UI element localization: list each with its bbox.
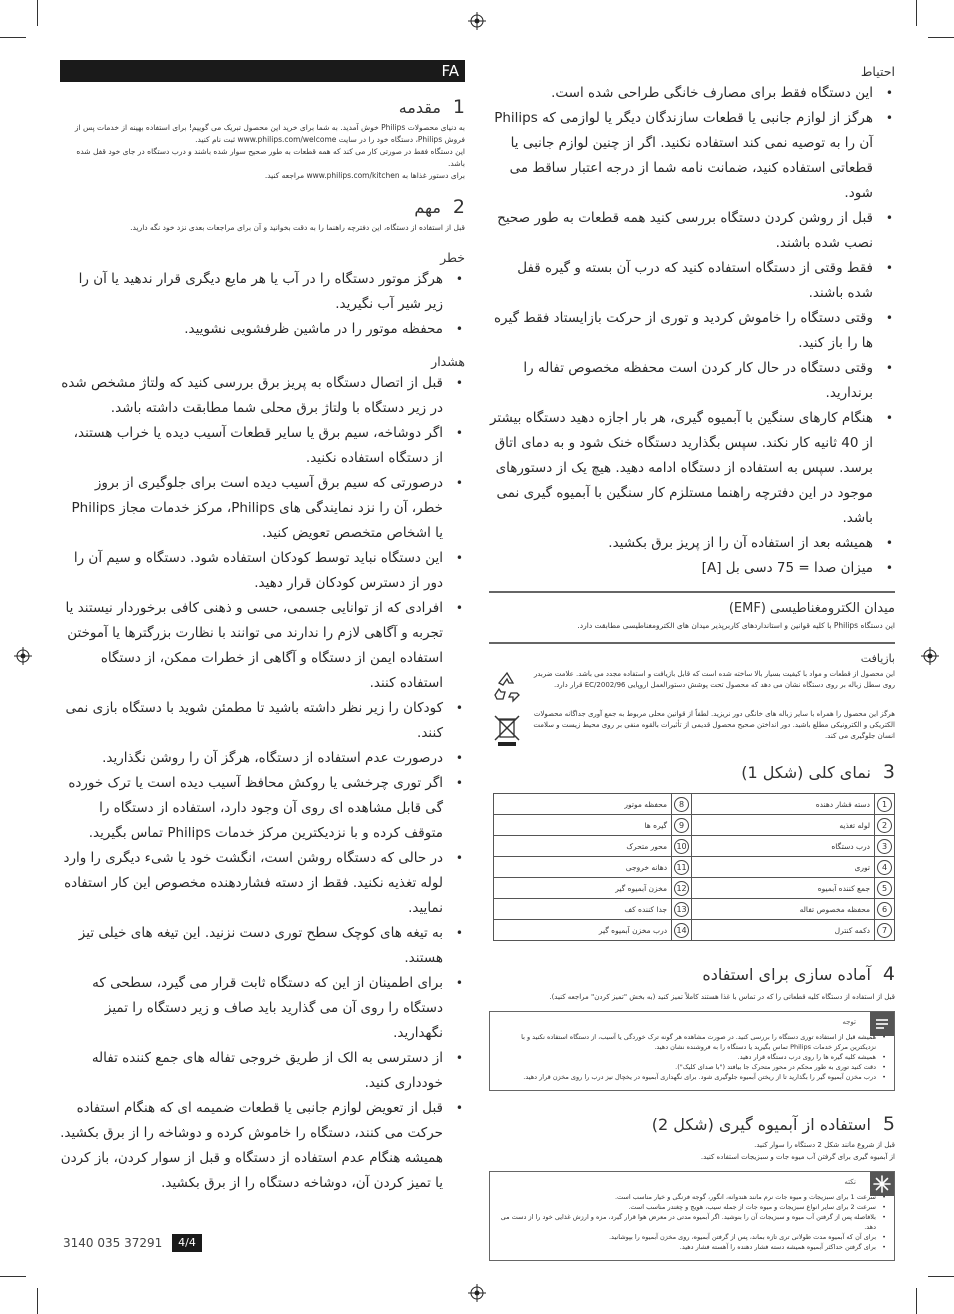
section-1-heading: [60, 96, 465, 118]
list-item: • دقت کنید توری به طور محکم در محور متحرک جا بیافتد ("با صدای کلیک").: [498, 1062, 886, 1072]
part-number: 4: [877, 860, 892, 875]
list-item: • قبل از اتصال دستگاه به پریز برق بررسی کنید که ولتاژ مشخص شده در زیر دستگاه با ولتاژ برق محلی شما مطابقت داشته باشد.: [60, 371, 465, 421]
list-item: • سرعت 1 برای سبزیجات و میوه جات نرم مانند هندوانه، انگور، گوجه فرنگی و خیار مناسب است.: [498, 1192, 886, 1202]
section-4-heading: [489, 963, 895, 985]
part-number: 9: [674, 818, 689, 833]
danger-heading: خطر: [440, 250, 465, 265]
crop-mark: [916, 0, 917, 26]
crop-mark: [0, 37, 26, 38]
part-name: درب مخزن آبمیوه گیر: [598, 925, 668, 935]
intro-text: به دنیای محصولات Philips خوش آمدید. به شما برای خرید این محصول تبریک می گوییم! برای استفاده بهینه از خدمات پس از فروش Philips، دستگاه خود را در سایت www.philips.com/welcome ثبت نام کنید.: [74, 123, 465, 144]
part-name: لوله تغذیه: [839, 820, 870, 830]
page-number: 4/4: [172, 1234, 202, 1252]
table-cell: [875, 815, 895, 836]
emf-heading: میدان الکترومغناطیسی (EMF): [728, 601, 895, 616]
note-box: [489, 1011, 895, 1091]
table-cell: [672, 836, 692, 857]
list-item: • این دستگاه فقط برای مصارف خانگی طراحی شده است.: [489, 81, 895, 106]
list-item: • درب مخزن آبمیوه گیر را بگذارید تا از ریختن آبمیوه جلوگیری شود. برای نگهداری آبمیوه در یخچال نیز درب را روی مخزن قرار دهید.: [498, 1072, 886, 1082]
important-text: قبل از استفاده از دستگاه، این دفترچه راهنما را به دقت بخوانید و آن برای مراجعات بعدی نزد خود نگه دارید.: [130, 223, 465, 232]
part-number: 12: [674, 881, 689, 896]
warning-list: [60, 371, 465, 1196]
recycling-row: [489, 709, 895, 749]
table-cell: [494, 878, 672, 899]
list-item: • افرادی که از توانایی جسمی، حسی و ذهنی کافی برخوردار نیستند یا تجربه و آگاهی لازم را ندارند می توانند با نظارت بزرگترها یا آموختن استفاده ایمن از دستگاه و آگاهی از خطرات ممکن، از دستگاه استفاده کنند.: [60, 596, 465, 696]
crop-mark: [0, 1276, 26, 1277]
registration-mark-icon: [468, 1284, 486, 1302]
crop-mark: [928, 37, 954, 38]
table-cell: [672, 815, 692, 836]
part-number: 8: [674, 797, 689, 812]
list-item: • اگر دوشاخه، سیم برق یا سایر قطعات آسیب دیده یا خراب هستند، از دستگاه استفاده نکنید.: [60, 421, 465, 471]
list-item: • محفظه موتور را در ماشین ظرفشویی نشویید.: [60, 317, 465, 342]
part-name: محفظه مخصوص تفاله: [799, 904, 870, 914]
part-number: 11: [674, 860, 689, 875]
part-name: توری: [854, 862, 870, 872]
table-cell: [494, 794, 672, 815]
table-row: [494, 857, 895, 878]
table-row: [494, 815, 895, 836]
section-title: نمای کلی (شکل 1): [741, 763, 871, 782]
list-item: • همیشه قبل از استفاده توری دستگاه را بررسی کنید. در صورت مشاهده هر گونه ترک خوردگی یا آسیب، از دستگاه استفاده نکنید و با نزدیکترین مرکز خدمات Philips تماس بگیرید یا دستگاه را به فروشنده نشان دهید.: [498, 1032, 886, 1052]
list-item: • درصورتی که سیم برق آسیب دیده است برای جلوگیری از بروز خطر، آن را نزد نمایندگی های Philips، مرکز خدمات مجاز Philips یا اشخاص متخصص تعویض کنید.: [60, 471, 465, 546]
section-number: 1: [452, 96, 465, 118]
list-item: • کودکان را زیر نظر داشته باشید تا مطمئن شوید با دستگاه بازی نمی کنند.: [60, 696, 465, 746]
list-item: • این دستگاه نباید توسط کودکان استفاده شود. دستگاه و سیم آن را دور از دسترس کودکان قرار دهید.: [60, 546, 465, 596]
part-name: جمع کننده آبمیوه: [817, 883, 870, 893]
part-name: مخزن آبمیوه گیر: [615, 883, 668, 893]
list-item: • هرگز موتور دستگاه را در آب یا هر مایع دیگری قرار ندهید یا آن را زیر شیر آب نگیرید.: [60, 267, 465, 317]
caution-list: [489, 81, 895, 581]
intro-text: این دستگاه فقط در صورتی کار می کند که همه قطعات به طور صحیح سوار شده باشند و درب دستگاه در جای خود قفل شده باشد.: [76, 147, 465, 168]
recycling-text: این محصول از قطعات و مواد با کیفیت بسیار بالا ساخته شده است که قابل بازیافت و استفاده مجدد می باشد. علامت ضربدر روی سطل زباله بر روی دستگاه نشان می دهد که محصول تحت پوشش دستورالعمل اروپایی EC/2002/96 قرار دارد.: [533, 670, 895, 689]
part-number: 13: [674, 902, 689, 917]
table-cell: [494, 857, 672, 878]
registration-mark-icon: [921, 647, 939, 665]
section-title: مهم: [414, 198, 441, 217]
part-name: دهانه خروجی: [625, 862, 668, 872]
part-name: محفظه موتور: [624, 799, 668, 809]
table-cell: [672, 878, 692, 899]
part-number: 2: [877, 818, 892, 833]
recycling-heading: بازیافت: [860, 652, 895, 665]
section-5-heading: [489, 1113, 895, 1135]
list-item: • هنگام کارهای سنگین با آبمیوه گیری، هر بار اجازه دهید دستگاه بیشتر از 40 ثانیه کار نکند. سپس بگذارید دستگاه خنک شود و به دمای اتاق برسد. سپس به استفاده از دستگاه ادامه دهید. هیچ یک از دستورهای موجود در این دفترچه راهنما مستلزم کار سنگین با آبمیوه گیری نمی باشد.: [489, 406, 895, 531]
part-name: محور متحرک: [626, 841, 668, 851]
section-number: 5: [882, 1113, 895, 1135]
list-item: • وقتی دستگاه را خاموش کردید و توری از حرکت بازایستاد فقط گیره ها را باز کنید.: [489, 306, 895, 356]
list-item: • هرگز از لوازم جانبی یا قطعات سازندگان دیگر یا لوازمی که Philips آن را به توصیه نمی کند استفاده نکنید. اگر از چنین لوازم جانبی یا قطعاتی استفاده کنید، ضمانت نامه شما از درجه اعتبار ساقط می شود.: [489, 106, 895, 206]
recycling-row: [489, 669, 895, 705]
disposal-text: هرگز این محصول را همراه با سایر زباله های خانگی دور نریزید. لطفاً از قوانین محلی مربوط به جمع آوری جداگانه محصولات الکتریکی و الکترونیکی مطلع باشید. دور انداختن صحیح محصول قدیمی از تأثیرات بالقوه منفی بر روی محیط زیست و سلامت انسان جلوگیری می کند.: [533, 710, 895, 740]
list-item: • قبل از روشن کردن دستگاه بررسی کنید همه قطعات به طور صحیح نصب شده باشند.: [489, 206, 895, 256]
right-column: [489, 60, 895, 1261]
section-2-heading: [60, 196, 465, 218]
table-cell: [494, 899, 672, 920]
crop-mark: [928, 1276, 954, 1277]
table-cell: [875, 836, 895, 857]
table-cell: [692, 815, 875, 836]
part-number: 14: [674, 923, 689, 938]
list-item: • در حالی که دستگاه روشن است، انگشت خود یا شیء دیگری را وارد لوله تغذیه نکنید. فقط از دسته فشاردهنده مخصوص این کار استفاده نمایید.: [60, 846, 465, 921]
caution-heading: احتیاط: [860, 64, 895, 79]
usage-text: قبل از شروع مانند شکل 2 دستگاه را سوار کنید.: [754, 1141, 895, 1149]
list-item: • سرعت 2 برای سایر انواع سبزیجات و میوه جات از جمله سیب، هویج و چغندر مناسب است.: [498, 1202, 886, 1212]
parts-table: [493, 793, 895, 941]
tip-label: نکته: [844, 1178, 856, 1186]
crop-mark: [916, 1288, 917, 1314]
list-item: • وقتی دستگاه در حال کار کردن است محفظه مخصوص تفاله را برندارید.: [489, 356, 895, 406]
note-label: توجه: [842, 1018, 856, 1026]
table-cell: [494, 836, 672, 857]
registration-mark-icon: [14, 647, 32, 665]
table-cell: [875, 857, 895, 878]
list-item: • درصورت عدم استفاده از دستگاه، هرگز آن را روشن نگذارید.: [60, 746, 465, 771]
left-column: [60, 60, 465, 1196]
crop-mark: [37, 1288, 38, 1314]
table-cell: [692, 899, 875, 920]
section-number: 2: [452, 196, 465, 218]
list-item: • به تیغه های کوچک سطح توری دست نزنید. این تیغه های خیلی تیز هستند.: [60, 921, 465, 971]
crop-mark: [37, 0, 38, 26]
table-cell: [875, 878, 895, 899]
list-item: • همیشه بعد از استفاده آن را از پریز برق بکشید.: [489, 531, 895, 556]
section-title: آماده سازی برای استفاده: [702, 965, 871, 984]
part-name: جدا کننده کف: [624, 904, 668, 914]
table-cell: [692, 920, 875, 941]
table-cell: [692, 878, 875, 899]
list-item: • از دسترسی به الک از طریق خروجی تفاله های جمع کننده تفاله خودداری کنید.: [60, 1046, 465, 1096]
list-item: • قبل از تعویض لوازم جانبی یا قطعات ضمیمه ای که هنگام استفاده حرکت می کنند، دستگاه را خاموش کرده و دوشاخه را از برق بکشید. همیشه هنگام عدم استفاده از دستگاه و قبل از سوار کردن، باز کردن یا تمیز کردن آن، دوشاخه دستگاه را از برق بکشید.: [60, 1096, 465, 1196]
emf-text: این دستگاه Philips با کلیه قوانین و استانداردهای کاربرپذیر میدان های الکترومغناطیسی مطابقت دارد.: [577, 621, 895, 630]
list-item: • بلافاصله پس از گرفتن آب میوه و سبزیجات آن را بنوشید. اگر آبمیوه مدتی در معرض هوا قرار گیرد، مزه و ارزش غذایی خود را از دست می دهد.: [498, 1212, 886, 1232]
list-item: • برای آن که آبمیوه مدت طولانی تری تازه بماند، پس از گرفتن آبمیوه، روی مخزن آبمیوه را بپوشانید.: [498, 1232, 886, 1242]
intro-text: برای دستور غذاها به www.philips.com/kitchen مراجعه کنید.: [264, 171, 465, 180]
part-number: 7: [877, 923, 892, 938]
part-name: درب دستگاه: [831, 841, 870, 851]
table-cell: [672, 794, 692, 815]
list-item: • اگر توری چرخشی یا روکش محافظ آسیب دیده است یا ترک خورده گی قابل مشاهده ای روی آن وجود دارد، استفاده از دستگاه را متوقف کرده و با نزدیکترین مرکز خدمات Philips تماس بگیرید.: [60, 771, 465, 846]
table-row: [494, 920, 895, 941]
table-cell: [692, 836, 875, 857]
part-name: گیره ها: [644, 820, 668, 830]
warning-heading: هشدار: [431, 354, 465, 369]
section-title: مقدمه: [398, 98, 441, 117]
part-number: 10: [674, 839, 689, 854]
table-row: [494, 836, 895, 857]
list-item: • همیشه کلیه گیره ها را روی درب دستگاه قرار دهید.: [498, 1052, 886, 1062]
danger-list: [60, 267, 465, 342]
table-cell: [672, 899, 692, 920]
table-cell: [494, 920, 672, 941]
section-number: 4: [882, 963, 895, 985]
part-number: 6: [877, 902, 892, 917]
table-cell: [672, 857, 692, 878]
table-cell: [494, 815, 672, 836]
table-row: [494, 794, 895, 815]
list-item: • فقط وقتی از دستگاه استفاده کنید که درب آن بسته و گیره قفل شده باشند.: [489, 256, 895, 306]
preparation-text: قبل از استفاده از دستگاه کلیه قطعاتی را که در تماس با غذا هستند کاملاً تمیز کنید (به بخش "تمیز کردن" مراجعه کنید).: [549, 993, 895, 1001]
section-3-heading: [489, 761, 895, 783]
tip-box: [489, 1171, 895, 1261]
list-item: • برای گرفتن حداکثر آبمیوه همیشه دسته فشار دهنده را آهسته فشار دهید.: [498, 1242, 886, 1252]
table-row: [494, 899, 895, 920]
part-number: 1: [877, 797, 892, 812]
table-cell: [875, 899, 895, 920]
crossed-bin-icon: [489, 709, 525, 749]
table-cell: [692, 857, 875, 878]
divider: [489, 591, 895, 593]
table-row: [494, 878, 895, 899]
note-list: [498, 1032, 886, 1082]
part-name: دسته فشار دهنده: [815, 799, 870, 809]
table-cell: [672, 920, 692, 941]
list-item: • برای اطمینان از این که دستگاه ثابت قرار می گیرد، سطحی که دستگاه را روی آن می گذارید باید صاف و زیر دستگاه را تمیز نگهدارید.: [60, 971, 465, 1046]
tip-list: [498, 1192, 886, 1252]
part-number: 5: [877, 881, 892, 896]
document-code: 3140 035 37291: [63, 1236, 163, 1250]
table-cell: [875, 794, 895, 815]
divider: [489, 642, 895, 644]
registration-mark-icon: [468, 12, 486, 30]
language-tag: FA: [60, 60, 465, 82]
table-cell: [692, 794, 875, 815]
usage-text: از آبمیوه گیری برای گرفتن آب میوه جات و سبزیجات استفاده کنید.: [700, 1153, 895, 1161]
table-cell: [875, 920, 895, 941]
list-item: • میزان صدا = 75 دسی بل [A]: [489, 556, 895, 581]
section-number: 3: [882, 761, 895, 783]
recycle-icon: [489, 669, 525, 705]
part-number: 3: [877, 839, 892, 854]
section-title: استفاده از آبمیوه گیری (شکل 2): [651, 1115, 871, 1134]
part-name: دکمه کنترل: [834, 925, 870, 935]
